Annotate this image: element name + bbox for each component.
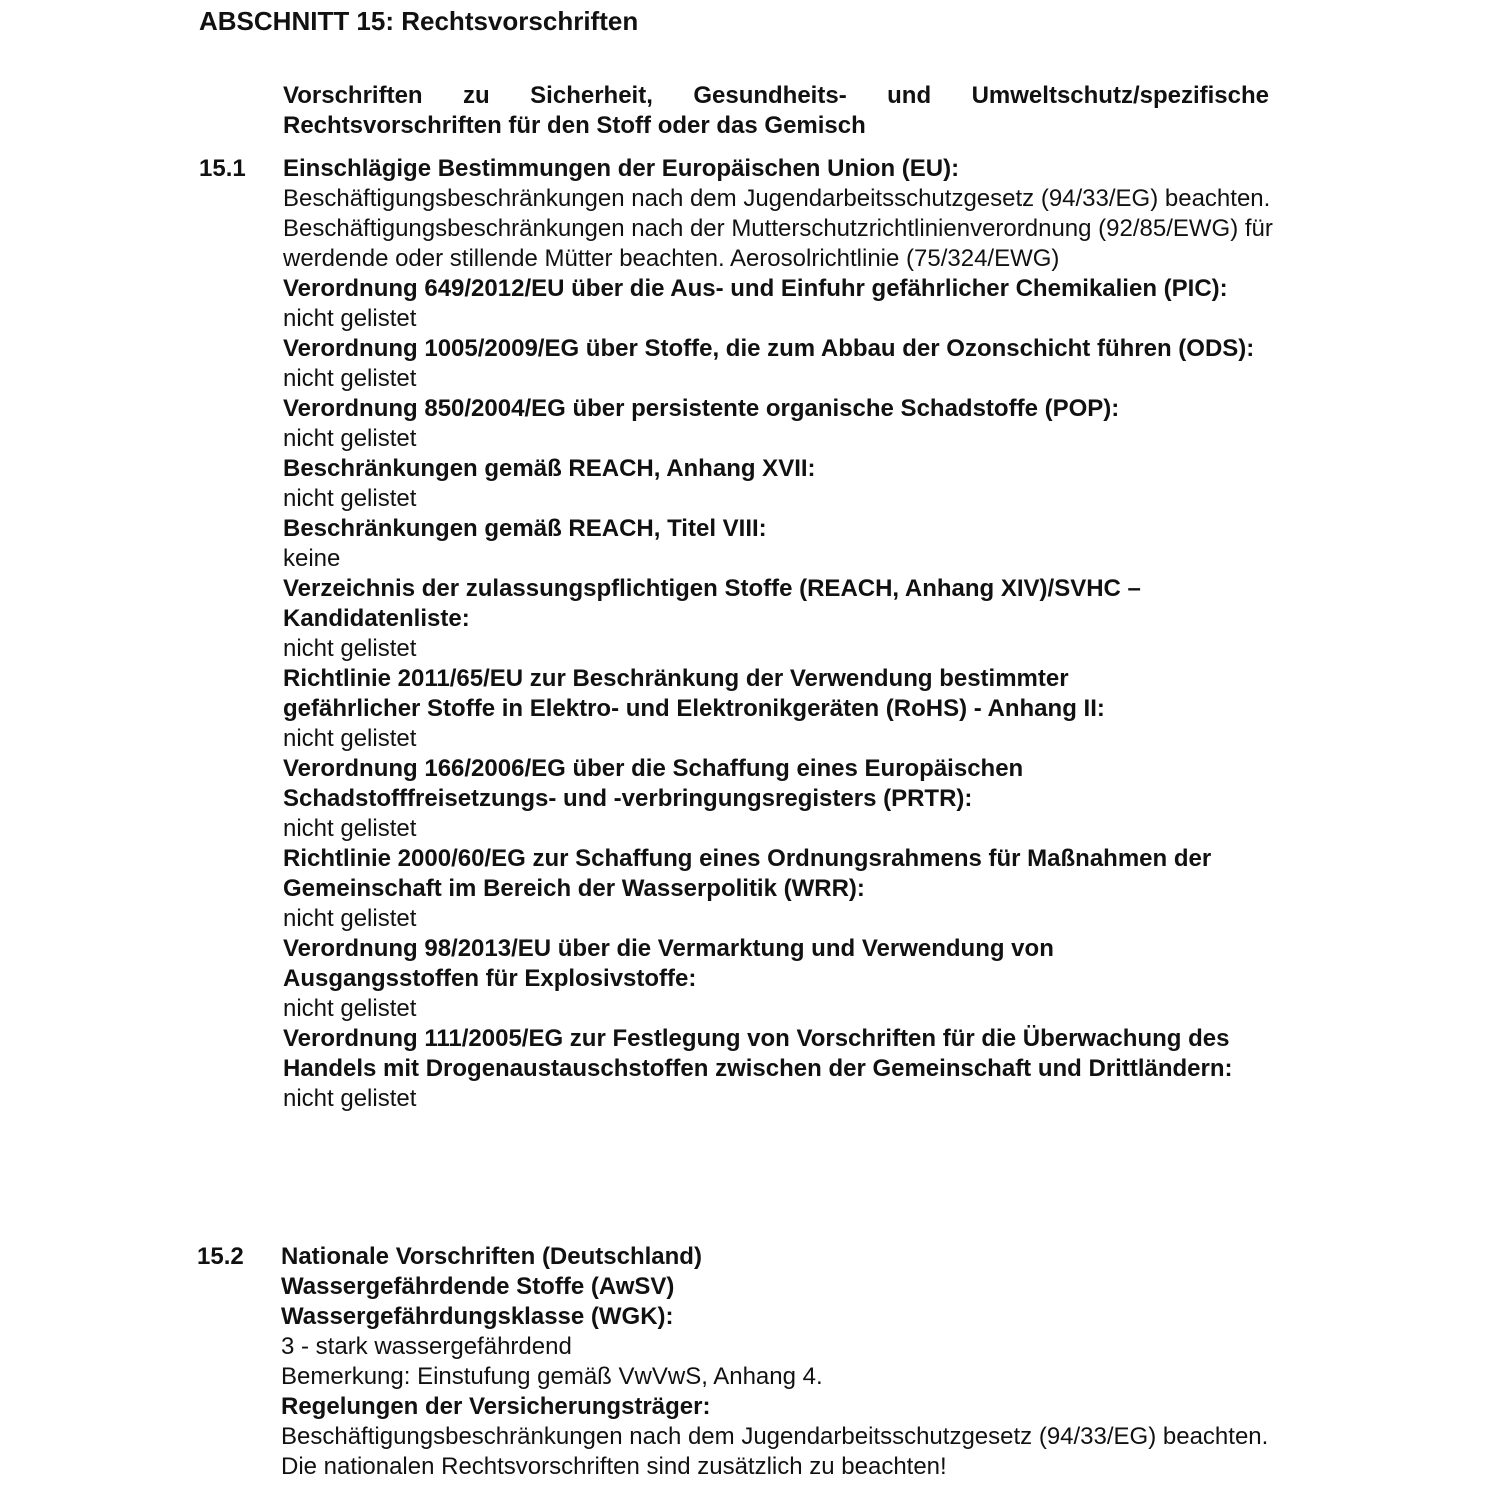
wgk-remark: Bemerkung: Einstufung gemäß VwVwS, Anhang 4. — [281, 1363, 823, 1390]
regulation-value: nicht gelistet — [283, 1085, 417, 1112]
regulation-label: Richtlinie 2000/60/EG zur Schaffung eines Ordnungsrahmens für Maßnahmen der Gemeinschaft im Bereich der Wasserpolitik (WRR): — [283, 845, 1212, 902]
regulation-value: nicht gelistet — [283, 725, 417, 752]
section-number-15-2: 15.2 — [197, 1243, 244, 1270]
regulation-value: nicht gelistet — [283, 485, 417, 512]
section-15-1-heading: Einschlägige Bestimmungen der Europäischen Union (EU): — [283, 155, 960, 182]
regulation-label: Richtlinie 2011/65/EU zur Beschränkung der Verwendung bestimmter gefährlicher Stoffe in Elektro- und Elektronikgeräten (RoHS) - Anhang II: — [283, 665, 1105, 722]
section-15-2-heading: Nationale Vorschriften (Deutschland) — [281, 1243, 702, 1270]
awsv-label: Wassergefährdende Stoffe (AwSV) — [281, 1273, 675, 1300]
regulation-label: Verordnung 166/2006/EG über die Schaffung eines Europäischen Schadstofffreisetzungs- und -verbringungsregisters (PRTR): — [283, 755, 1024, 812]
section-15-2 — [281, 1242, 1271, 1482]
regulation-label: Verordnung 850/2004/EG über persistente organische Schadstoffe (POP): — [283, 395, 1120, 422]
intro-heading: Vorschriften zu Sicherheit, Gesundheits- und Umweltschutz/spezifische Rechtsvorschriften für den Stoff oder das Gemisch — [283, 82, 1269, 139]
wgk-label: Wassergefährdungsklasse (WGK): — [281, 1303, 674, 1330]
regulation-value: nicht gelistet — [283, 815, 417, 842]
regulation-value: nicht gelistet — [283, 425, 417, 452]
regulation-label: Beschränkungen gemäß REACH, Anhang XVII: — [283, 455, 816, 482]
regulation-value: nicht gelistet — [283, 305, 417, 332]
regulation-label: Verordnung 1005/2009/EG über Stoffe, die zum Abbau der Ozonschicht führen (ODS): — [283, 335, 1255, 362]
regulation-value: nicht gelistet — [283, 995, 417, 1022]
section-title: ABSCHNITT 15: Rechtsvorschriften — [199, 6, 639, 36]
section-number-15-1: 15.1 — [199, 155, 246, 182]
insurance-label: Regelungen der Versicherungsträger: — [281, 1393, 711, 1420]
regulation-label: Verordnung 111/2005/EG zur Festlegung von Vorschriften für die Überwachung des Handels mit Drogenaustauschstoffen zwischen der Gemeinschaft und Drittländern: — [283, 1025, 1233, 1082]
wgk-value: 3 - stark wassergefährdend — [281, 1333, 572, 1360]
regulation-value: nicht gelistet — [283, 635, 417, 662]
regulation-value: nicht gelistet — [283, 905, 417, 932]
section-15-1 — [283, 154, 1273, 1114]
regulation-value: keine — [283, 545, 341, 572]
regulation-label: Verordnung 649/2012/EU über die Aus- und Einfuhr gefährlicher Chemikalien (PIC): — [283, 275, 1228, 302]
section-15-1-body: Beschäftigungsbeschränkungen nach dem Jugendarbeitsschutzgesetz (94/33/EG) beachten. Beschäftigungsbeschränkungen nach der Mutterschutzrichtlinienverordnung (92/85/EWG) für werdende oder stillende Mütter beachten. Aerosolrichtlinie (75/324/EWG) — [283, 185, 1273, 272]
insurance-text: Beschäftigungsbeschränkungen nach dem Jugendarbeitsschutzgesetz (94/33/EG) beachten. Die nationalen Rechtsvorschriften sind zusätzlich zu beachten! — [281, 1423, 1269, 1480]
regulation-value: nicht gelistet — [283, 365, 417, 392]
regulation-label: Beschränkungen gemäß REACH, Titel VIII: — [283, 515, 767, 542]
regulation-label: Verzeichnis der zulassungspflichtigen Stoffe (REACH, Anhang XIV)/SVHC – Kandidatenliste: — [283, 575, 1141, 632]
regulation-label: Verordnung 98/2013/EU über die Vermarktung und Verwendung von Ausgangsstoffen für Explosivstoffe: — [283, 935, 1054, 992]
